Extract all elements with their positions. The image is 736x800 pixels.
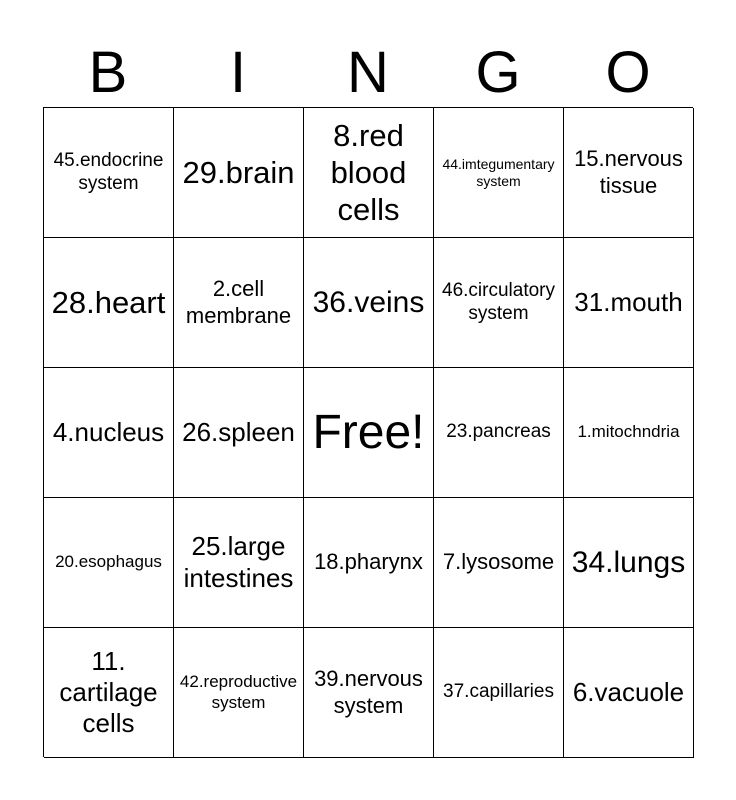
bingo-header — [43, 40, 693, 106]
bingo-cell[interactable]: 11. cartilage cells — [44, 628, 174, 758]
bingo-cell[interactable]: 44.imtegumentary system — [434, 108, 564, 238]
bingo-cell[interactable]: 28.heart — [44, 238, 174, 368]
header-letter-n: N — [347, 40, 389, 105]
bingo-cell[interactable]: 4.nucleus — [44, 368, 174, 498]
bingo-cell[interactable]: 15.nervous tissue — [564, 108, 694, 238]
bingo-cell[interactable]: 36.veins — [304, 238, 434, 368]
bingo-cell[interactable]: 42.reproductive system — [174, 628, 304, 758]
bingo-cell[interactable]: 29.brain — [174, 108, 304, 238]
bingo-cell[interactable]: 26.spleen — [174, 368, 304, 498]
header-letter-g: G — [475, 40, 521, 105]
header-letter-o: O — [605, 40, 651, 105]
header-letter-b: B — [88, 40, 128, 105]
bingo-cell[interactable]: 2.cell membrane — [174, 238, 304, 368]
bingo-cell[interactable]: 1.mitochndria — [564, 368, 694, 498]
header-letter-i: I — [229, 40, 247, 105]
bingo-cell[interactable]: 18.pharynx — [304, 498, 434, 628]
bingo-cell[interactable]: 25.large intestines — [174, 498, 304, 628]
bingo-cell[interactable]: 20.esophagus — [44, 498, 174, 628]
bingo-cell[interactable]: 6.vacuole — [564, 628, 694, 758]
bingo-cell[interactable]: 37.capillaries — [434, 628, 564, 758]
bingo-cell[interactable]: 39.nervous system — [304, 628, 434, 758]
free-space[interactable]: Free! — [304, 368, 434, 498]
bingo-cell[interactable]: 7.lysosome — [434, 498, 564, 628]
bingo-cell[interactable]: 34.lungs — [564, 498, 694, 628]
bingo-card-grid — [43, 107, 693, 757]
bingo-cell[interactable]: 46.circulatory system — [434, 238, 564, 368]
bingo-cell[interactable]: 31.mouth — [564, 238, 694, 368]
bingo-cell[interactable]: 8.red blood cells — [304, 108, 434, 238]
bingo-cell[interactable]: 23.pancreas — [434, 368, 564, 498]
bingo-cell[interactable]: 45.endocrine system — [44, 108, 174, 238]
